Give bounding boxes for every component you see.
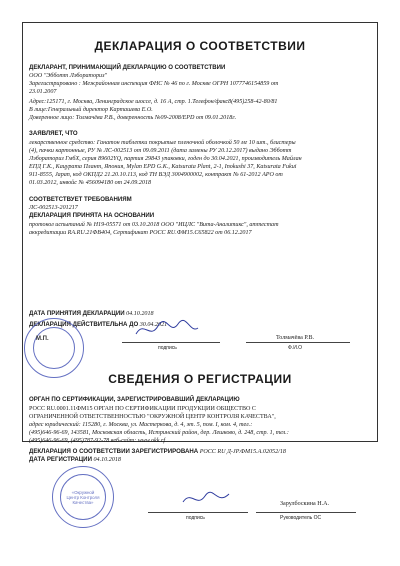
declares-line: (4), пачки картонные, РУ № ЛС-002513 от 09.09.2011 (дата замены РУ 20.12.2017) выдано Эбботт — [29, 148, 292, 154]
conforms-header: СООТВЕТСТВУЕТ ТРЕБОВАНИЯМ — [29, 196, 132, 203]
date-accepted-row — [29, 310, 154, 318]
reg-org-line: адрес юридический: 115280, г. Москва, ул. Мастеркова, д. 4, эт. 5, пом. I, ком. 4, тел.: — [29, 422, 253, 428]
applicant-line: В лице:Генеральный директор Карташева Е.О. — [29, 107, 153, 113]
declaration-signature — [132, 318, 202, 340]
reg-org-line: (495)646-96-69, 143581, Московская область, Истринский район, дер. Лешково, д. 248, стр. 1, тел.: — [29, 430, 289, 436]
certification-stamp — [52, 466, 114, 528]
applicant-line: Доверенное лицо: Толмачёва Р.В., доверенность №09-2008/EPD от 09.01.2018г. — [29, 115, 237, 121]
reg-date-label: ДАТА РЕГИСТРАЦИИ — [29, 456, 92, 463]
registration-signature — [177, 488, 237, 510]
reg-org-line: РОСС RU.0001.11ФМ15 ОРГАН ПО СЕРТИФИКАЦИИ ПРОДУКЦИИ ОБЩЕСТВО С — [29, 406, 256, 412]
registration-title: СВЕДЕНИЯ О РЕГИСТРАЦИИ — [108, 372, 292, 386]
reg-number-row — [29, 448, 286, 456]
validity-value: 30.04.2021 — [139, 322, 168, 328]
declaration-title: ДЕКЛАРАЦИЯ О СООТВЕТСТВИИ — [94, 39, 306, 53]
declares-line: 911-8555, Japan, код ОКПД2 21.20.10.113, код ТН ВЭД 3004900002, контракт № 61-2012 АРО от — [29, 172, 283, 178]
company-stamp-ring — [33, 327, 75, 369]
declaration-signature-line — [122, 342, 220, 343]
applicant-header: ДЕКЛАРАНТ, ПРИНИМАЮЩИЙ ДЕКЛАРАЦИЮ О СООТВЕТСТВИИ — [29, 64, 226, 71]
reg-number-label: ДЕКЛАРАЦИЯ О СООТВЕТСТВИИ ЗАРЕГИСТРИРОВАНА — [29, 448, 199, 455]
validity-label: ДЕКЛАРАЦИЯ ДЕЙСТВИТЕЛЬНА ДО — [29, 321, 139, 328]
reg-org-line: ОГРАНИЧЕННОЙ ОТВЕТСТВЕННОСТЬЮ "ОКРУЖНОЙ ЦЕНТР КОНТРОЛЯ КАЧЕСТВА", — [29, 414, 276, 420]
declares-header: ЗАЯВЛЯЕТ, ЧТО — [29, 130, 78, 137]
basis-header: ДЕКЛАРАЦИЯ ПРИНЯТА НА ОСНОВАНИИ — [29, 212, 155, 219]
applicant-line: ООО "Эбботт Лэбораториз" — [29, 73, 108, 79]
declaration-signature-caption: подпись — [158, 345, 177, 351]
applicant-line: 23.01.2007 — [29, 89, 57, 95]
declares-line: Лэбораториз ГмбХ, серия 89602YQ, партия 29843 упаковки, годен до 30.04.2021, производитель Майлан — [29, 156, 302, 162]
declaration-stamp-mark: М.П. — [36, 336, 49, 342]
registration-signature-caption: подпись — [186, 515, 205, 521]
declares-line: ЕПД Г.К., Кацурата Плант, Япония, Mylan EPD G.K., Katsurata Plant, 2-1, Inokushi 37, Katsurata Fukui — [29, 164, 297, 170]
declaration-signer-caption: Ф.И.О — [288, 345, 303, 351]
registration-signature-line — [148, 512, 248, 513]
declaration-signer-line — [246, 342, 350, 343]
reg-number-value: РОСС RU Д-JP.ФМ15.А.02052/18 — [199, 449, 286, 455]
declaration-signer-name: Толмачёва Р.В. — [276, 335, 315, 341]
date-accepted-value: 04.10.2018 — [126, 311, 154, 317]
certification-stamp-text: «Окружной Центр Контроля Качества» — [66, 489, 100, 505]
registration-official-name: Зарулбоскина Н.А. — [280, 501, 330, 507]
applicant-line: Зарегистрировано : Межрайонная инспекция ФНС № 46 по г. Москве ОГРН 1077746154859 от — [29, 81, 279, 87]
registration-official-line — [256, 512, 356, 513]
date-accepted-label: ДАТА ПРИНЯТИЯ ДЕКЛАРАЦИИ — [29, 310, 125, 317]
reg-date-value: 04.10.2018 — [93, 457, 121, 463]
reg-org-header: ОРГАН ПО СЕРТИФИКАЦИИ, ЗАРЕГИСТРИРОВАВШИЙ ДЕКЛАРАЦИЮ — [29, 396, 240, 403]
basis-line: протокол испытаний № Н19-05571 от 03.10.2018 ООО "ИЦЛС "Вита-Аналитикс", аттестат — [29, 222, 279, 228]
reg-date-row — [29, 456, 121, 464]
conforms-line: ЛС-002513-201217 — [29, 205, 78, 211]
registration-official-role: Руководитель ОС — [280, 515, 322, 521]
document-sheet — [22, 22, 378, 550]
applicant-line: Адрес:125171, г. Москва, Ленинградское шоссе, д. 16 А, стр. 1.Телефон/факс8(495)258-42-80/81 — [29, 99, 278, 105]
declares-line: лекарственное средство: Ганатон таблетки покрытые пленочной оболочкой 50 мг 10 шт., блистеры — [29, 140, 296, 146]
reg-org-line: (495)646-96-69, (495)787-92-78 веб-сайт: www.okk.rf — [29, 438, 166, 444]
basis-line: аккредитации RA.RU.21ФВ404, Сертификат РОСС RU.ФМ15.C65822 от 06.12.2017 — [29, 230, 252, 236]
declares-line: 01.03.2012, инвойс № 456094180 от 24.09.2018 — [29, 180, 152, 186]
